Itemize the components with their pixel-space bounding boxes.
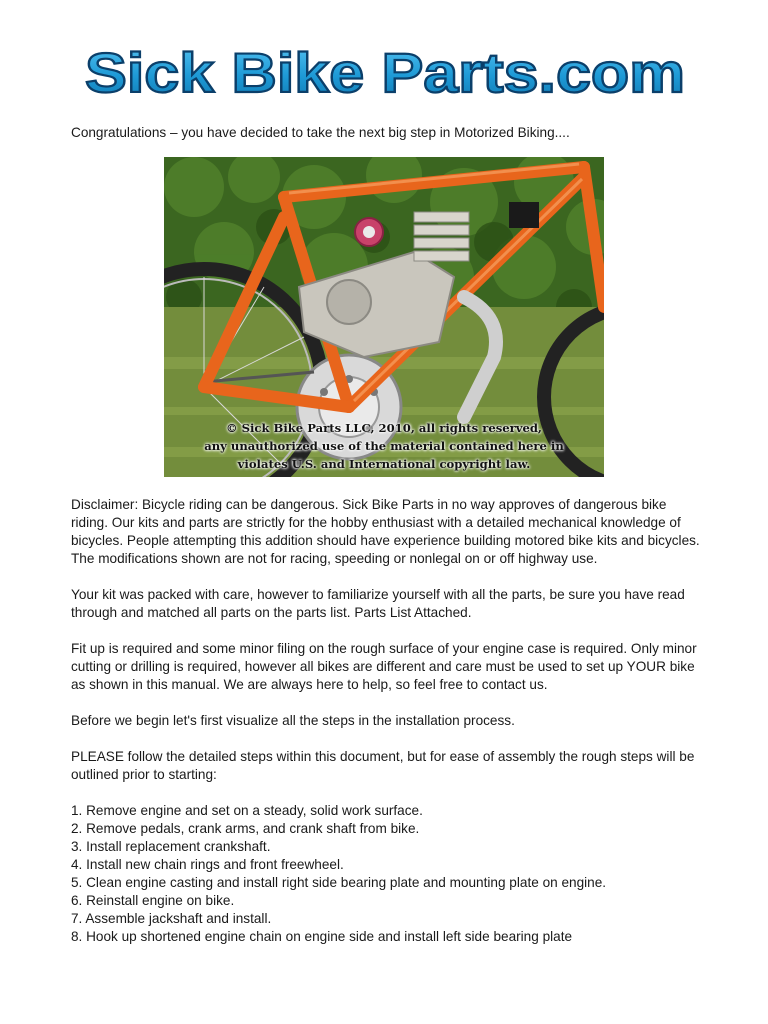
- bike-photo: [164, 157, 604, 477]
- fit-up-paragraph: Fit up is required and some minor filing on the rough surface of your engine case is required. Only minor cutting or drilling is required, however all bikes are different and care must be used to set up YOUR bike as shown in this manual. We are always here to help, so feel free to contact us.: [71, 641, 697, 692]
- disclaimer-paragraph: Disclaimer: Bicycle riding can be dangerous. Sick Bike Parts in no way approves of dangerous bike riding. Our kits and parts are strictly for the hobby enthusiast with a detailed mechanical knowledge of bicycles. People attempting this addition should have experience building motored bike kits and bicycles. The modifications shown are not for racing, speeding or nonlegal on or off highway use.: [71, 497, 700, 566]
- list-item: 1. Remove engine and set on a steady, solid work surface.: [71, 803, 423, 818]
- please-follow-paragraph: PLEASE follow the detailed steps within this document, but for ease of assembly the rough steps will be outlined prior to starting:: [71, 749, 695, 782]
- copyright-watermark: [164, 419, 604, 473]
- visualize-paragraph: Before we begin let's first visualize all the steps in the installation process.: [71, 713, 515, 728]
- list-item: 8. Hook up shortened engine chain on engine side and install left side bearing plate: [71, 929, 573, 944]
- logo-text: Sick Bike Parts.com: [85, 41, 685, 104]
- watermark-line: violates U.S. and International copyright law.: [237, 457, 531, 471]
- list-item: 4. Install new chain rings and front freewheel.: [71, 857, 344, 872]
- intro-text: Congratulations – you have decided to take the next big step in Motorized Biking....: [71, 125, 570, 140]
- list-item: 2. Remove pedals, crank arms, and crank shaft from bike.: [71, 821, 420, 836]
- watermark-line: © Sick Bike Parts LLC, 2010, all rights reserved,: [226, 421, 542, 435]
- watermark-line: any unauthorized use of the material contained here in: [204, 439, 564, 453]
- document-body: [71, 496, 701, 946]
- installation-steps-list: [71, 802, 701, 946]
- list-item: 5. Clean engine casting and install right side bearing plate and mounting plate on engine.: [71, 875, 607, 890]
- list-item: 3. Install replacement crankshaft.: [71, 839, 271, 854]
- list-item: 6. Reinstall engine on bike.: [71, 893, 235, 908]
- site-logo: [80, 40, 690, 106]
- kit-packing-paragraph: Your kit was packed with care, however to familiarize yourself with all the parts, be sure you have read through and matched all parts on the parts list. Parts List Attached.: [71, 587, 685, 620]
- list-item: 7. Assemble jackshaft and install.: [71, 911, 272, 926]
